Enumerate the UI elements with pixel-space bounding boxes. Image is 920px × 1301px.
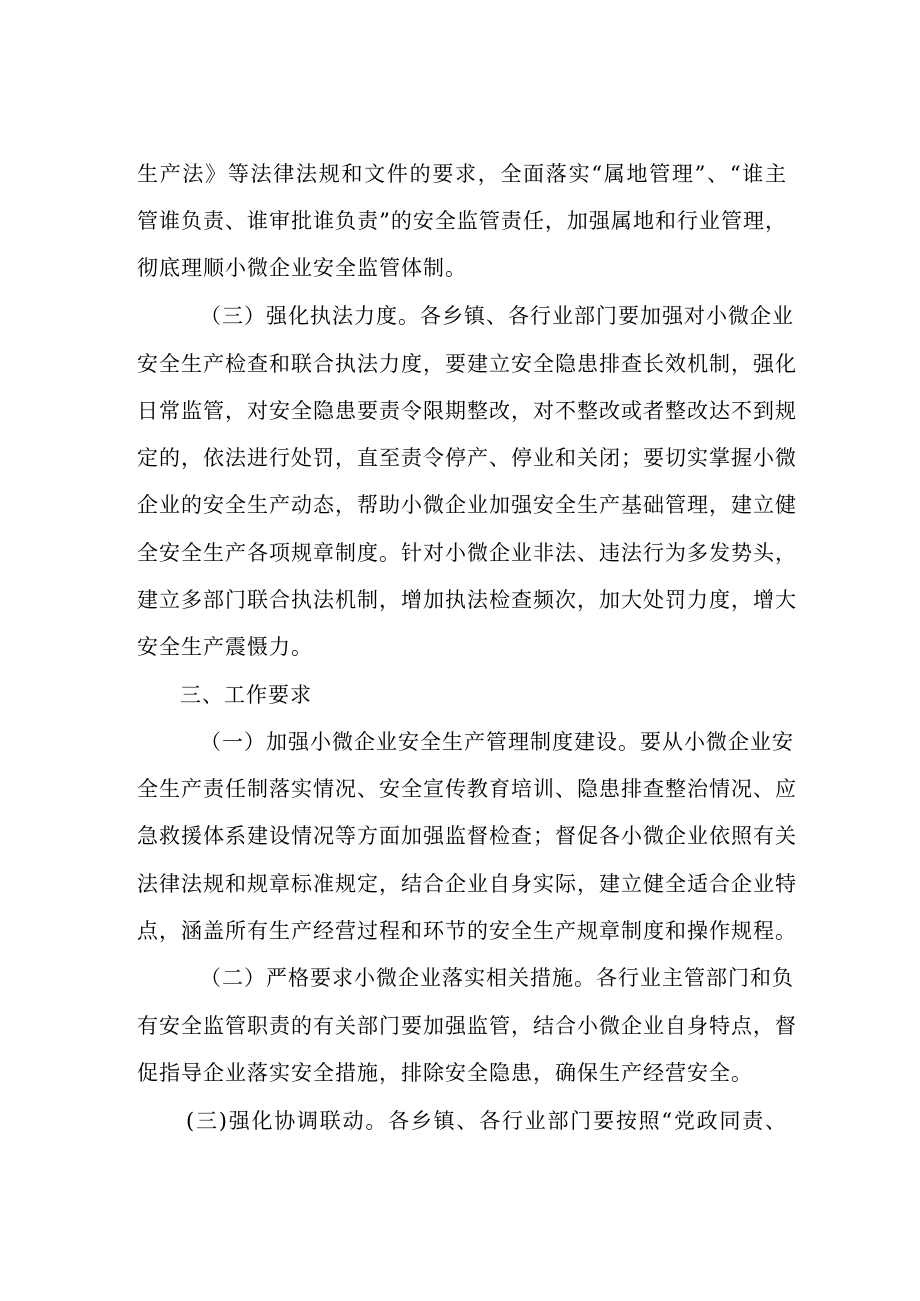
- body-line: 法律法规和规章标准规定，结合企业自身实际，建立健全适合企业特: [137, 872, 797, 896]
- body-line: 彻底理顺小微企业安全监管体制。: [137, 256, 467, 280]
- body-line: 有安全监管职责的有关部门要加强监管，结合小微企业自身特点，督: [137, 1014, 797, 1038]
- body-line: 点，涵盖所有生产经营过程和环节的安全生产规章制度和操作规程。: [137, 919, 797, 943]
- body-line: 定的，依法进行处罚，直至责令停产、停业和关闭；要切实掌握小微: [137, 446, 797, 470]
- body-line: 管谁负责、谁审批谁负责”的安全监管责任，加强属地和行业管理，: [137, 209, 787, 233]
- paragraph-first-line: （一）加强小微企业安全生产管理制度建设。要从小微企业安: [200, 730, 794, 754]
- paragraph-first-line: （二）严格要求小微企业落实相关措施。各行业主管部门和负: [200, 966, 794, 990]
- paragraph-first-line: (三)强化协调联动。各乡镇、各行业部门要按照“党政同责、: [186, 1109, 787, 1133]
- body-line: 生产法》等法律法规和文件的要求，全面落实“属地管理”、“谁主: [137, 162, 787, 186]
- body-line: 日常监管，对安全隐患要责令限期整改，对不整改或者整改达不到规: [137, 399, 797, 423]
- body-line: 促指导企业落实安全措施，排除安全隐患，确保生产经营安全。: [137, 1061, 753, 1085]
- body-line: 全生产责任制落实情况、安全宣传教育培训、隐患排查整治情况、应: [137, 777, 797, 801]
- section-heading: 三、工作要求: [180, 683, 312, 707]
- body-line: 安全生产震慑力。: [137, 635, 313, 659]
- body-line: 全安全生产各项规章制度。针对小微企业非法、违法行为多发势头，: [137, 541, 797, 565]
- body-line: 急救援体系建设情况等方面加强监督检查；督促各小微企业依照有关: [137, 824, 797, 848]
- body-line: 企业的安全生产动态，帮助小微企业加强安全生产基础管理，建立健: [137, 493, 797, 517]
- body-line: 建立多部门联合执法机制，增加执法检查频次，加大处罚力度，增大: [137, 588, 797, 612]
- paragraph-first-line: （三）强化执法力度。各乡镇、各行业部门要加强对小微企业: [200, 304, 794, 328]
- body-line: 安全生产检查和联合执法力度，要建立安全隐患排查长效机制，强化: [137, 352, 797, 376]
